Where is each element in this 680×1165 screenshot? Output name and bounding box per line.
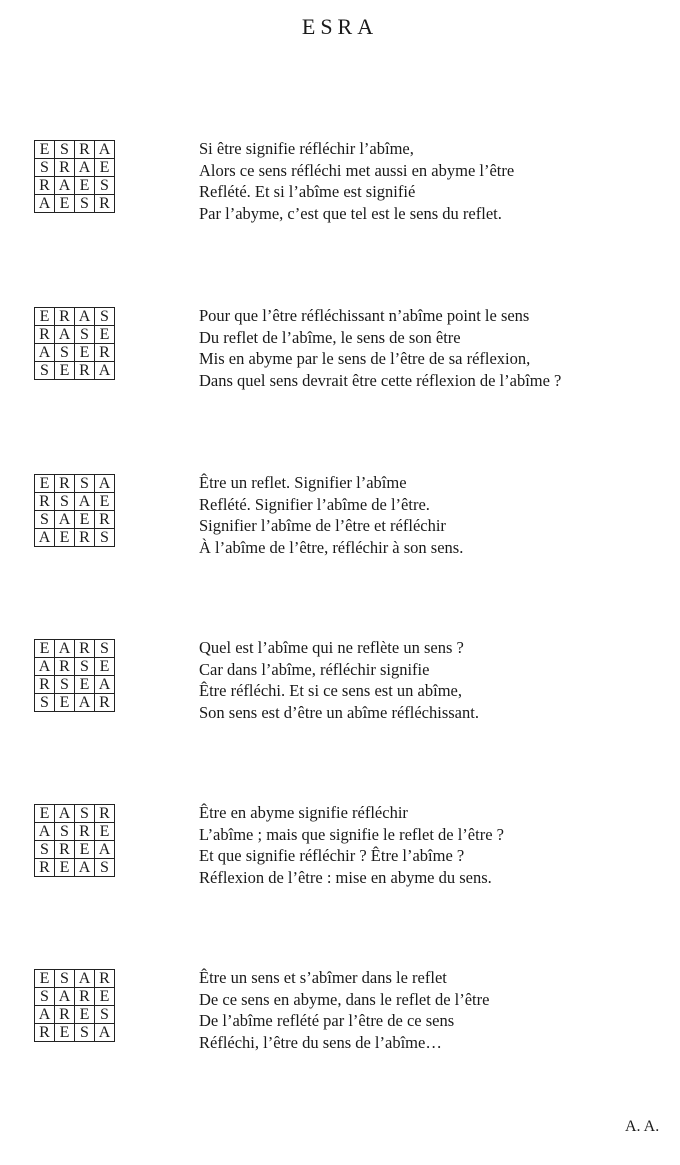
stanza (34, 969, 654, 1059)
grid-cell: S (75, 658, 95, 676)
grid-cell: S (95, 529, 115, 547)
verse-lines (199, 305, 561, 391)
verse-lines (199, 472, 463, 558)
grid-cell: E (95, 658, 115, 676)
grid-cell: A (35, 195, 55, 213)
verse-line: Signifier l’abîme de l’être et réfléchir (199, 516, 446, 535)
grid-cell: A (35, 1006, 55, 1024)
grid-cell: S (35, 362, 55, 380)
verse-line: Son sens est d’être un abîme réfléchissant. (199, 702, 479, 722)
grid-cell: E (95, 988, 115, 1006)
grid-cell: R (75, 988, 95, 1006)
grid-cell: R (35, 493, 55, 511)
verse-line: Et que signifie réfléchir ? Être l’abîme ? (199, 846, 465, 865)
stanza (34, 307, 654, 397)
grid-row (35, 195, 115, 213)
grid-cell: R (75, 529, 95, 547)
grid-cell: A (35, 658, 55, 676)
grid-cell: E (55, 1024, 75, 1042)
grid-cell: A (55, 805, 75, 823)
grid-cell: A (95, 841, 115, 859)
grid-row (35, 676, 115, 694)
letter-square-grid (34, 804, 115, 877)
grid-cell: A (35, 344, 55, 362)
grid-cell: A (75, 308, 95, 326)
grid-cell: E (55, 195, 75, 213)
grid-cell: S (55, 344, 75, 362)
grid-cell: S (35, 159, 55, 177)
verse-line: Être réfléchi. Et si ce sens est un abîme, (199, 681, 462, 700)
grid-cell: A (75, 970, 95, 988)
verse-line: Réflexion de l’être : mise en abyme du sens. (199, 867, 492, 887)
verse-line: Pour que l’être réfléchissant n’abîme point le sens (199, 306, 530, 325)
grid-cell: S (95, 859, 115, 877)
grid-cell: R (75, 823, 95, 841)
grid-cell: A (95, 141, 115, 159)
grid-row (35, 658, 115, 676)
verse-line: Être un reflet. Signifier l’abîme (199, 473, 407, 492)
grid-row (35, 326, 115, 344)
grid-row (35, 640, 115, 658)
grid-cell: A (35, 529, 55, 547)
grid-cell: R (35, 676, 55, 694)
grid-cell: S (55, 823, 75, 841)
grid-cell: E (55, 859, 75, 877)
verse-line: Reflété. Signifier l’abîme de l’être. (199, 494, 430, 514)
grid-cell: S (55, 493, 75, 511)
stanza (34, 639, 654, 729)
grid-cell: E (35, 970, 55, 988)
verse-line: L’abîme ; mais que signifie le reflet de l’être ? (199, 824, 504, 844)
verse-line: Mis en abyme par le sens de l’être de sa réflexion, (199, 349, 531, 368)
verse-line: Être en abyme signifie réfléchir (199, 803, 408, 822)
grid-row (35, 823, 115, 841)
grid-cell: A (75, 859, 95, 877)
grid-cell: E (75, 344, 95, 362)
grid-cell: A (55, 988, 75, 1006)
grid-cell: A (55, 177, 75, 195)
grid-cell: E (75, 676, 95, 694)
author-signature: A. A. (625, 1118, 660, 1135)
grid-cell: R (55, 658, 75, 676)
grid-cell: S (95, 640, 115, 658)
grid-cell: E (55, 529, 75, 547)
grid-cell: S (35, 841, 55, 859)
grid-cell: A (95, 475, 115, 493)
letter-square-grid (34, 474, 115, 547)
grid-cell: E (55, 362, 75, 380)
stanza (34, 804, 654, 894)
grid-cell: A (35, 823, 55, 841)
grid-cell: A (75, 159, 95, 177)
letter-square-grid (34, 969, 115, 1042)
grid-row (35, 344, 115, 362)
grid-cell: E (75, 177, 95, 195)
grid-cell: A (95, 362, 115, 380)
stanza (34, 140, 654, 230)
grid-cell: R (95, 344, 115, 362)
page-title: ESRA (301, 14, 379, 39)
grid-cell: E (35, 475, 55, 493)
verse-line: Dans quel sens devrait être cette réflexion de l’abîme ? (199, 370, 562, 390)
letter-square-grid (34, 307, 115, 380)
grid-row (35, 970, 115, 988)
grid-cell: R (95, 195, 115, 213)
grid-cell: R (35, 177, 55, 195)
grid-row (35, 988, 115, 1006)
verse-line: De ce sens en abyme, dans le reflet de l’être (199, 989, 490, 1009)
grid-cell: S (55, 141, 75, 159)
grid-row (35, 841, 115, 859)
verse-line: Réfléchi, l’être du sens de l’abîme… (199, 1032, 442, 1052)
verse-line: Alors ce sens réfléchi met aussi en abyme l’être (199, 160, 515, 180)
grid-cell: S (35, 511, 55, 529)
grid-cell: A (55, 640, 75, 658)
grid-cell: S (95, 308, 115, 326)
grid-cell: E (35, 308, 55, 326)
verse-lines (199, 802, 504, 888)
verse-line: De l’abîme reflété par l’être de ce sens (199, 1011, 455, 1030)
grid-cell: R (75, 362, 95, 380)
verse-line: Car dans l’abîme, réfléchir signifie (199, 659, 430, 679)
grid-cell: R (55, 159, 75, 177)
grid-cell: S (35, 694, 55, 712)
grid-cell: E (55, 694, 75, 712)
grid-cell: R (75, 141, 95, 159)
grid-cell: S (75, 326, 95, 344)
grid-cell: S (35, 988, 55, 1006)
grid-row (35, 694, 115, 712)
grid-cell: S (55, 970, 75, 988)
grid-cell: R (95, 970, 115, 988)
grid-cell: S (75, 805, 95, 823)
verse-line: Si être signifie réfléchir l’abîme, (199, 139, 414, 158)
verse-line: Du reflet de l’abîme, le sens de son être (199, 327, 461, 347)
grid-row (35, 362, 115, 380)
grid-cell: S (75, 475, 95, 493)
grid-cell: E (35, 640, 55, 658)
grid-cell: E (95, 823, 115, 841)
grid-cell: E (95, 326, 115, 344)
grid-row (35, 141, 115, 159)
grid-row (35, 475, 115, 493)
grid-cell: A (95, 676, 115, 694)
grid-row (35, 493, 115, 511)
grid-row (35, 1006, 115, 1024)
grid-row (35, 511, 115, 529)
grid-cell: R (95, 694, 115, 712)
verse-line: Reflété. Et si l’abîme est signifié (199, 182, 416, 201)
letter-square-grid (34, 140, 115, 213)
grid-cell: S (95, 1006, 115, 1024)
grid-cell: A (75, 493, 95, 511)
verse-line: Quel est l’abîme qui ne reflète un sens ? (199, 638, 464, 657)
grid-cell: E (35, 141, 55, 159)
grid-row (35, 529, 115, 547)
grid-row (35, 159, 115, 177)
grid-cell: R (95, 805, 115, 823)
grid-cell: E (95, 159, 115, 177)
grid-cell: R (95, 511, 115, 529)
grid-cell: E (75, 511, 95, 529)
grid-cell: S (75, 195, 95, 213)
verse-line: Être un sens et s’abîmer dans le reflet (199, 968, 447, 987)
grid-row (35, 177, 115, 195)
grid-row (35, 859, 115, 877)
grid-cell: R (35, 326, 55, 344)
grid-cell: E (95, 493, 115, 511)
grid-cell: R (75, 640, 95, 658)
verse-lines (199, 637, 479, 723)
grid-cell: E (75, 841, 95, 859)
grid-row (35, 805, 115, 823)
grid-row (35, 1024, 115, 1042)
grid-cell: R (55, 1006, 75, 1024)
grid-cell: R (35, 859, 55, 877)
grid-cell: R (55, 841, 75, 859)
grid-cell: R (55, 308, 75, 326)
verse-lines (199, 138, 514, 224)
grid-cell: E (35, 805, 55, 823)
grid-cell: E (75, 1006, 95, 1024)
grid-cell: A (55, 326, 75, 344)
grid-cell: A (75, 694, 95, 712)
grid-cell: A (95, 1024, 115, 1042)
grid-cell: S (55, 676, 75, 694)
letter-square-grid (34, 639, 115, 712)
grid-row (35, 308, 115, 326)
grid-cell: S (75, 1024, 95, 1042)
verse-line: À l’abîme de l’être, réfléchir à son sens. (199, 537, 464, 557)
grid-cell: R (55, 475, 75, 493)
verse-lines (199, 967, 489, 1053)
grid-cell: R (35, 1024, 55, 1042)
grid-cell: S (95, 177, 115, 195)
verse-line: Par l’abyme, c’est que tel est le sens du reflet. (199, 203, 502, 223)
grid-cell: A (55, 511, 75, 529)
stanza (34, 474, 654, 564)
